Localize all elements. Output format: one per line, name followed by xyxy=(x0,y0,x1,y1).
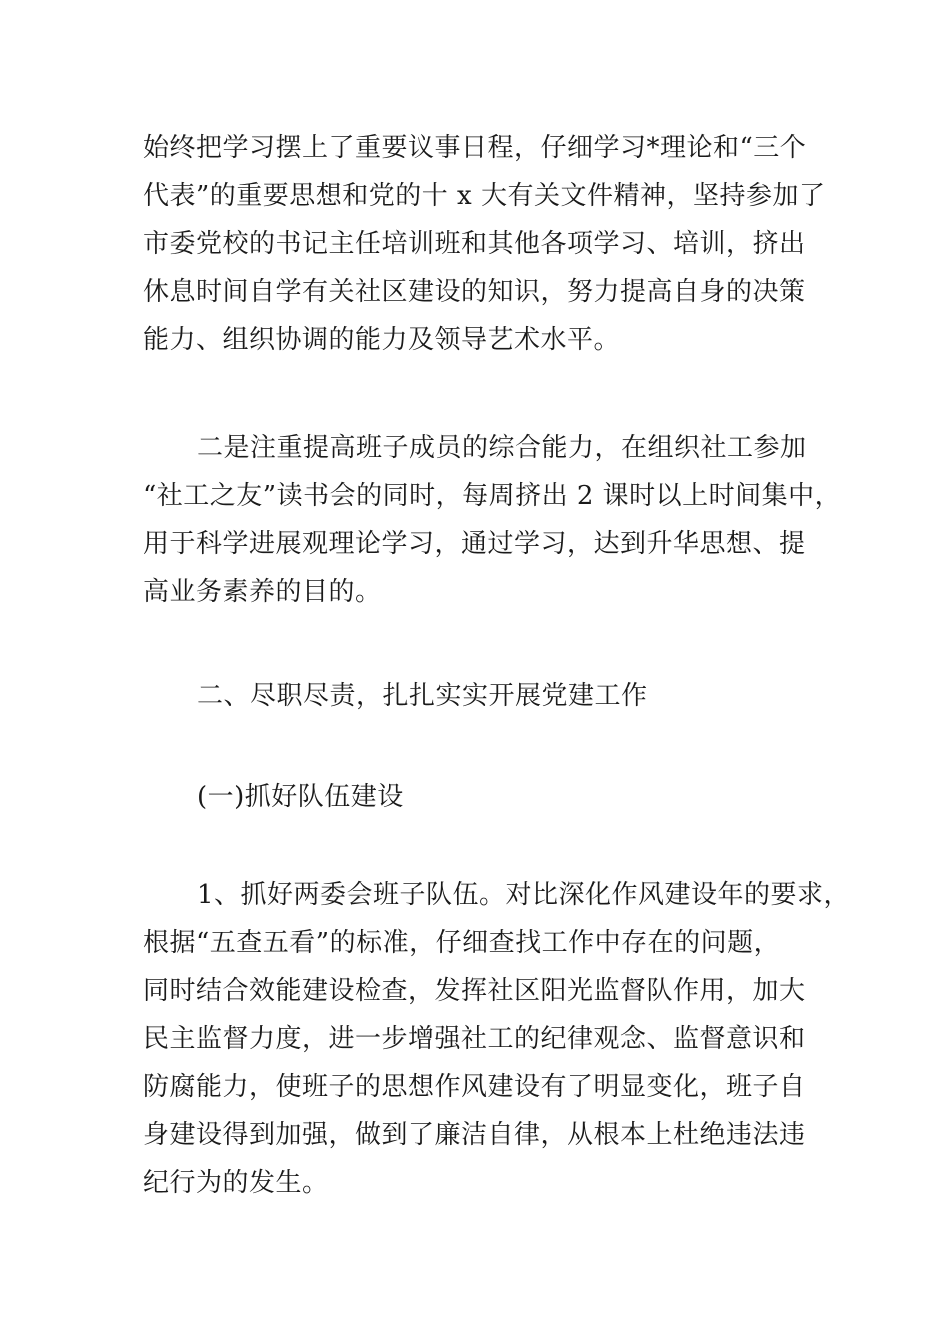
text-line: “社工之友”读书会的同时，每周挤出 2 课时以上时间集中， xyxy=(143,481,842,511)
text-line: 休息时间自学有关社区建设的知识，努力提高自身的决策 xyxy=(143,277,806,307)
section-heading-party-building xyxy=(143,672,833,720)
text-line: 市委党校的书记主任培训班和其他各项学习、培训，挤出 xyxy=(143,229,806,259)
text-line: 代表”的重要思想和党的十 x 大有关文件精神，坚持参加了 xyxy=(143,181,826,211)
text-line: 能力、组织协调的能力及领导艺术水平。 xyxy=(143,325,621,355)
text-line: 高业务素养的目的。 xyxy=(143,577,382,607)
text-line: 防腐能力，使班子的思想作风建设有了明显变化，班子自 xyxy=(143,1072,806,1102)
paragraph-team-ability xyxy=(143,424,842,616)
text-line: (一)抓好队伍建设 xyxy=(197,782,404,812)
text-line: 民主监督力度，进一步增强社工的纪律观念、监督意识和 xyxy=(143,1024,806,1054)
text-line: 同时结合效能建设检查，发挥社区阳光监督队作用，加大 xyxy=(143,976,806,1006)
text-line: 二是注重提高班子成员的综合能力，在组织社工参加 xyxy=(197,433,807,463)
subsection-heading-team-building xyxy=(143,773,833,821)
text-line: 身建设得到加强，做到了廉洁自律，从根本上杜绝违法违 xyxy=(143,1120,806,1150)
paragraph-committee-team xyxy=(143,871,851,1207)
text-line: 始终把学习摆上了重要议事日程，仔细学习*理论和“三个 xyxy=(143,133,807,163)
text-line: 1、抓好两委会班子队伍。对比深化作风建设年的要求， xyxy=(197,880,851,910)
paragraph-study-agenda xyxy=(143,124,833,364)
text-line: 根据“五查五看”的标准，仔细查找工作中存在的问题， xyxy=(143,928,781,958)
text-line: 纪行为的发生。 xyxy=(143,1168,329,1198)
text-line: 用于科学进展观理论学习，通过学习，达到升华思想、提 xyxy=(143,529,806,559)
text-line: 二、尽职尽责，扎扎实实开展党建工作 xyxy=(197,681,648,711)
